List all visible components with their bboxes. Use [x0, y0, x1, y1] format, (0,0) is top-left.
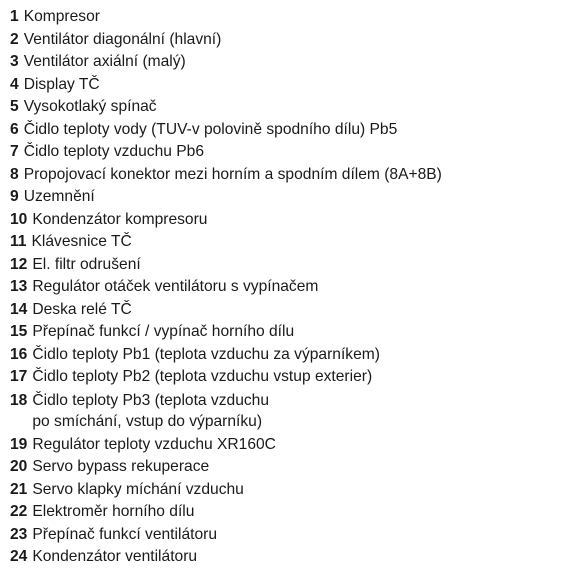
item-label-multiline [32, 390, 269, 432]
legend-item [10, 546, 582, 569]
legend-item [10, 389, 582, 434]
item-number: 5 [10, 98, 19, 115]
legend-item [10, 254, 582, 277]
legend-item [10, 186, 582, 209]
item-number: 1 [10, 8, 19, 25]
item-number: 21 [10, 480, 28, 498]
item-number: 18 [10, 391, 28, 409]
item-number: 20 [10, 458, 28, 475]
item-number: 6 [10, 120, 19, 138]
item-number: 23 [10, 525, 28, 543]
legend-item [10, 209, 582, 232]
item-number: 2 [10, 30, 19, 48]
item-label: Ventilátor diagonální (hlavní) [23, 30, 222, 48]
legend-item [10, 164, 582, 187]
legend-item [10, 119, 582, 142]
legend-item [10, 231, 582, 254]
legend-item [10, 299, 582, 322]
item-number: 3 [10, 53, 19, 70]
legend-item [10, 74, 582, 97]
item-label: Klávesnice TČ [31, 233, 132, 250]
legend-item [10, 456, 582, 479]
item-label: Čidlo teploty Pb3 (teplota vzduchu [32, 391, 270, 409]
item-number: 24 [10, 548, 28, 565]
item-label: Kondenzátor kompresoru [32, 210, 208, 228]
item-number: 9 [10, 188, 19, 205]
item-label: Čidlo teploty Pb1 (teplota vzduchu za výparníkem) [32, 345, 380, 363]
legend-item [10, 479, 582, 502]
legend-item [10, 434, 582, 457]
item-label: Deska relé TČ [32, 300, 132, 318]
item-label: Přepínač funkcí ventilátoru [32, 525, 217, 543]
legend-item [10, 6, 582, 29]
item-number: 13 [10, 278, 28, 295]
item-number: 16 [10, 345, 28, 363]
legend-item [10, 141, 582, 164]
item-number: 12 [10, 255, 28, 273]
item-number: 11 [10, 233, 27, 250]
legend-item [10, 276, 582, 299]
item-label: Vysokotlaký spínač [23, 98, 157, 115]
item-number: 10 [10, 210, 28, 228]
item-number: 4 [10, 75, 19, 93]
item-number: 17 [10, 368, 28, 385]
item-label: Kondenzátor ventilátoru [32, 548, 198, 565]
legend-item [10, 321, 582, 344]
item-label: Čidlo teploty vody (TUV-v polovině spodního dílu) Pb5 [23, 120, 398, 138]
item-label: Kompresor [23, 8, 100, 25]
legend-item [10, 96, 582, 119]
item-number: 7 [10, 143, 19, 160]
item-label: Propojovací konektor mezi horním a spodním dílem (8A+8B) [23, 165, 442, 183]
item-label: Čidlo teploty vzduchu Pb6 [23, 143, 204, 160]
item-label: Čidlo teploty Pb2 (teplota vzduchu vstup exterier) [32, 368, 373, 385]
item-label: Elektroměr horního dílu [32, 503, 195, 520]
legend-item [10, 51, 582, 74]
legend-item [10, 524, 582, 547]
item-label: Regulátor otáček ventilátoru s vypínačem [32, 278, 319, 295]
item-label: Uzemnění [23, 188, 95, 205]
item-number: 15 [10, 323, 28, 340]
legend-item [10, 366, 582, 389]
item-label: Servo bypass rekuperace [32, 458, 210, 475]
legend-item [10, 501, 582, 524]
item-label: El. filtr odrušení [32, 255, 141, 273]
item-number: 19 [10, 435, 28, 453]
item-label: Servo klapky míchání vzduchu [32, 480, 244, 498]
legend-item [10, 344, 582, 367]
item-number: 14 [10, 300, 28, 318]
item-label: Display TČ [23, 75, 100, 93]
item-number: 8 [10, 165, 19, 183]
item-label: Přepínač funkcí / vypínač horního dílu [32, 323, 295, 340]
component-legend [10, 6, 582, 569]
item-label: Ventilátor axiální (malý) [23, 53, 186, 70]
item-label-continuation: po smíchání, vstup do výparníku) [32, 412, 263, 430]
legend-item [10, 29, 582, 52]
item-number: 22 [10, 503, 28, 520]
item-label: Regulátor teploty vzduchu XR160C [32, 435, 276, 453]
